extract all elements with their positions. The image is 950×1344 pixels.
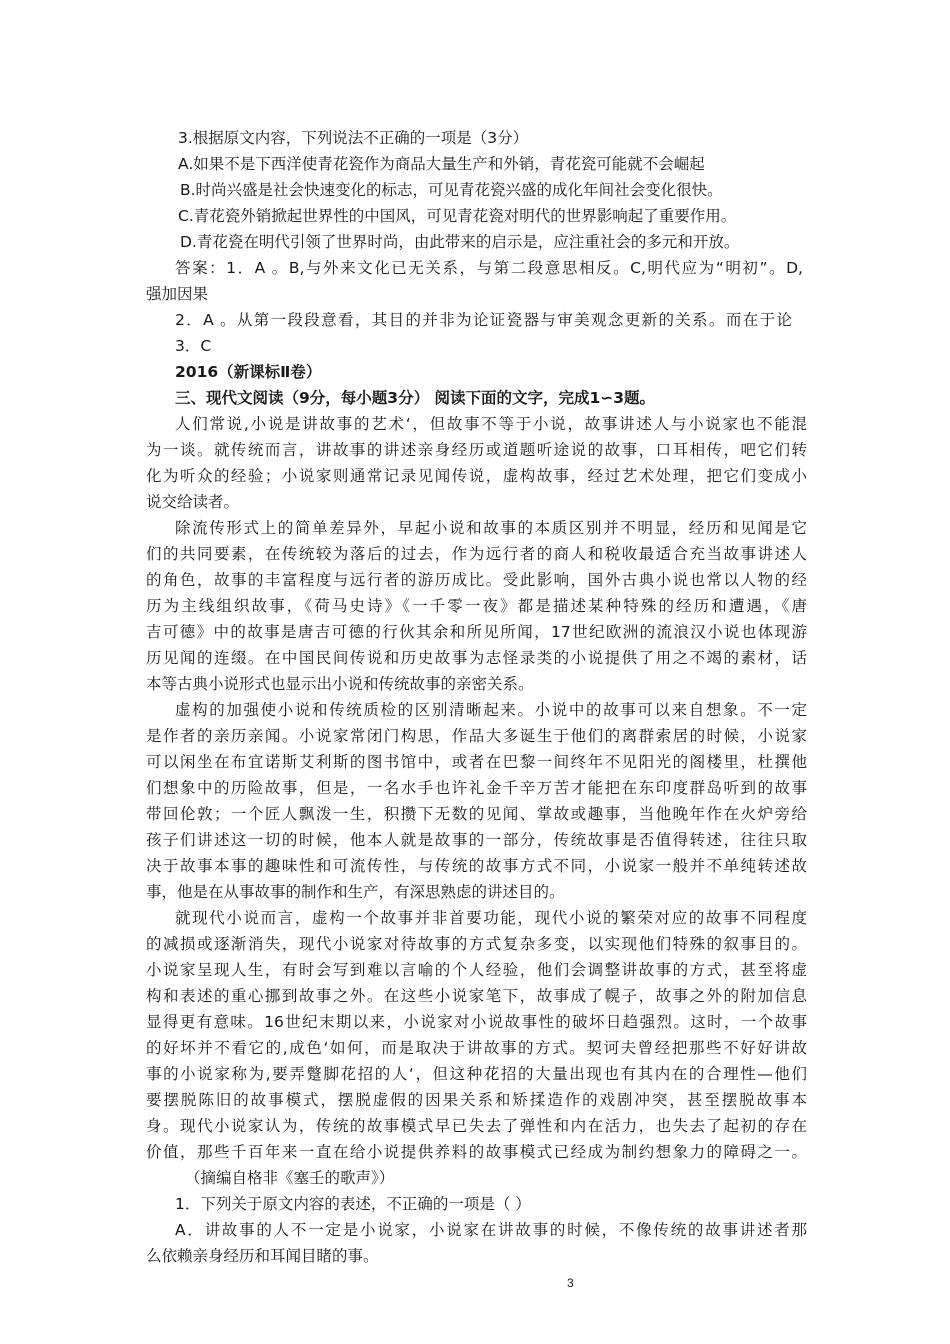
- text-line: 历见闻的连缀。在中国民间传说和历史故事为志怪录类的小说提供了用之不竭的素材，话: [146, 649, 807, 667]
- text-line: 2016（新课标Ⅱ卷）: [175, 363, 322, 381]
- text-line: 3.根据原文内容，下列说法不正确的一项是（3分）: [178, 129, 529, 147]
- text-line: 们想象中的历险故事，但是，一名水手也许礼金千辛万苦才能把在东印度群岛听到的故事: [146, 779, 807, 797]
- text-line: 本等古典小说形式也显示出小说和传统故事的亲密关系。: [146, 675, 534, 693]
- text-line: A．讲故事的人不一定是小说家，小说家在讲故事的时候，不像传统的故事讲述者那: [175, 1221, 807, 1239]
- text-line: C.青花瓷外销掀起世界性的中国风，可见青花瓷对明代的世界影响起了重要作用。: [178, 207, 737, 225]
- text-line: 可以闲坐在布宜诺斯艾利斯的图书馆中，或者在巴黎一间终年不见阳光的阁楼里，杜撰他: [146, 753, 807, 771]
- text-line: 小说家呈现人生，有时会写到难以言喻的个人经验，他们会调整讲故事的方式，甚至将虚: [146, 961, 807, 979]
- text-line: 事的小说家称为,要弄蹩脚花招的人‘，但这种花招的大量出现也有其内在的合理性—他们: [146, 1065, 807, 1083]
- text-line: 显得更有意味。16世纪末期以来，小说家对小说故事性的破坏日趋强烈。这时，一个故事: [146, 1013, 807, 1031]
- text-line: 们的共同要素，在传统较为落后的过去，作为远行者的商人和税收最适合充当故事讲述人: [146, 545, 807, 563]
- text-line: 答案：1．A 。B,与外来文化已无关系，与第二段意思相反。C,明代应为“明初”。D,: [175, 259, 803, 277]
- text-line: 人们常说,小说是讲故事的艺术‘，但故事不等于小说，故事讲述人与小说家也不能混: [175, 415, 807, 433]
- text-line: 化为听众的经验；小说家则通常记录见闻传说，虚构故事，经过艺术处理，把它们变成小: [146, 467, 807, 485]
- text-line: 虚构的加强使小说和传统质检的区别清晰起来。小说中的故事可以来自想象。不一定: [175, 701, 807, 719]
- text-line: D.青花瓷在明代引领了世界时尚，由此带来的启示是，应注重社会的多元和开放。: [180, 233, 740, 251]
- text-line: 强加因果: [146, 285, 209, 303]
- text-line: 的好坏并不看它的,成色‘如何，而是取决于讲故事的方式。契诃夫曾经把那些不好好讲故: [146, 1039, 807, 1057]
- text-line: 带回伦敦；一个匠人飘泼一生，积攒下无数的见闻、掌故或趣事，当他晚年作在火炉旁给: [146, 805, 807, 823]
- text-line: 价值，那些千百年来一直在给小说提供养料的故事模式已经成为制约想象力的障碍之一。: [146, 1143, 807, 1161]
- text-line: 除流传形式上的简单差异外，早起小说和故事的本质区别并不明显，经历和见闻是它: [175, 519, 807, 537]
- text-line: B.时尚兴盛是社会快速变化的标志，可见青花瓷兴盛的成化年间社会变化很快。: [180, 181, 723, 199]
- text-line: 身。现代小说家认为，传统的故事模式早已失去了弹性和内在活力，也失去了起初的存在: [146, 1117, 807, 1135]
- text-line: 事，他是在从事故事的制作和生产，有深思熟虑的讲述目的。: [146, 883, 565, 901]
- text-line: 3．C: [175, 337, 212, 355]
- text-line: 孩子们讲述这一切的时候，他本人就是故事的一部分，传统故事是否值得转述，往往只取: [146, 831, 807, 849]
- text-line: 1．下列关于原文内容的表述，不正确的一项是（ ）: [175, 1195, 531, 1213]
- text-line: 为一谈。就传统而言，讲故事的讲述亲身经历或道题听途说的故事，口耳相传，吧它们转: [146, 441, 807, 459]
- text-line: 就现代小说而言，虚构一个故事并非首要功能，现代小说的繁荣对应的故事不同程度: [175, 909, 807, 927]
- text-line: （摘编自格非《塞壬的歌声》）: [185, 1169, 395, 1187]
- text-line: 三、现代文阅读（9分，每小题3分） 阅读下面的文字，完成1∽3题。: [175, 389, 656, 407]
- text-line: 2．A 。从第一段段意看，其目的并非为论证瓷器与审美观念更新的关系。而在于论: [175, 311, 792, 329]
- text-line: 历为主线组织故事，《荷马史诗》《一千零一夜》都是描述某种特殊的经历和遭遇，《唐: [146, 597, 807, 615]
- text-line: 说交给读者。: [146, 493, 240, 511]
- page-number: 3: [567, 1276, 574, 1290]
- text-line: A.如果不是下西洋使青花瓷作为商品大量生产和外销，青花瓷可能就不会崛起: [178, 155, 705, 173]
- text-line: 么依赖亲身经历和耳闻目睹的事。: [146, 1247, 379, 1265]
- text-line: 是作者的亲历亲闻。小说家常闭门构思，作品大多诞生于他们的离群索居的时候，小说家: [146, 727, 807, 745]
- text-line: 要摆脱陈旧的故事模式，摆脱虚假的因果关系和矫揉造作的戏剧冲突，甚至摆脱故事本: [146, 1091, 807, 1109]
- text-line: 的减损或逐渐消失，现代小说家对待故事的方式复杂多变，以实现他们特殊的叙事目的。: [146, 935, 807, 953]
- text-line: 构和表述的重心挪到故事之外。在这些小说家笔下，故事成了幌子，故事之外的附加信息: [146, 987, 807, 1005]
- text-line: 决于故事本事的趣味性和可流传性，与传统的故事方式不同，小说家一般并不单纯转述故: [146, 857, 807, 875]
- text-line: 的角色，故事的丰富程度与远行者的游历成比。受此影响，国外古典小说也常以人物的经: [146, 571, 807, 589]
- text-line: 吉可德》中的故事是唐吉可德的行伙其余和所见所闻，17世纪欧洲的流浪汉小说也体现游: [146, 623, 807, 641]
